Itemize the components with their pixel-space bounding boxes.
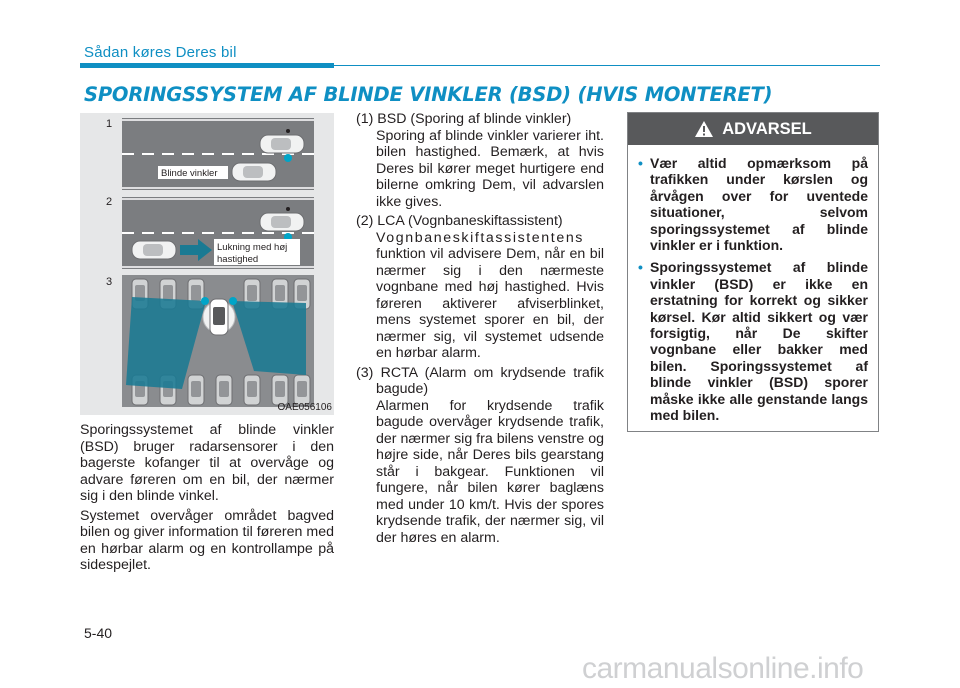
item-1-heading: (1) BSD (Sporing af blinde vinkler) xyxy=(356,111,572,127)
header-bar xyxy=(80,63,334,68)
label-lca-line2: hastighed xyxy=(217,254,259,265)
watermark: carmanualsonline.info xyxy=(582,652,864,685)
item-3-heading: (3) RCTA (Alarm om krydsende trafik bagude) xyxy=(356,364,604,397)
warning-title: ADVARSEL xyxy=(722,119,812,138)
item-1-body: Sporing af blinde vinkler varierer iht. bilen hastighed. Bemærk, at hvis Deres bil kører meget hurtigere end bilerne omkring Dem, vil advarslen ikke gives. xyxy=(376,127,604,210)
bullet-2: • xyxy=(638,259,643,276)
middle-column xyxy=(356,109,604,549)
vehicle-1b xyxy=(232,163,276,181)
label-lca-line1: Lukning med høj xyxy=(217,242,288,253)
warning-item-2 xyxy=(638,259,868,423)
warning-header xyxy=(628,113,878,145)
panel-number-3: 3 xyxy=(106,276,113,288)
intro-paragraph-2: Systemet overvåger området bagved bilen og giver information til føreren med en hørbar alarm og en kontrollampe på sidespejlet. xyxy=(80,507,334,573)
vehicle-1a xyxy=(260,135,304,153)
warning-box xyxy=(627,112,879,432)
left-column xyxy=(80,422,334,577)
label-blind-spot: Blinde vinkler xyxy=(161,168,218,179)
vehicle-2b xyxy=(132,241,176,259)
warning-triangle-icon xyxy=(694,120,714,138)
header-title: Sådan køres Deres bil xyxy=(84,44,237,61)
page-number: 5-40 xyxy=(84,625,113,641)
intro-paragraph-1: Sporingssystemet af blinde vinkler (BSD) bruger radarsensorer i den bagerste kofanger til at overvåge og advare føreren om en bil, der nærmer sig i den blinde vinkel. xyxy=(80,422,334,504)
warning-item-1-text: Vær altid opmærksom på trafikken under kørslen og årvågen over for uventede situationer, selvom sporingssystemet af blinde vinkler er i funktion. xyxy=(650,155,868,254)
item-3-body: Alarmen for krydsende trafik bagude overvåger krydsende trafik, der nærmer sig fra bilens venstre og højre side, når Deres bils gearstang står i bakgear. Funktionen vil fungere, når bilen kører baglæns med under 10 km/t. Hvis der spores krydsende trafik, der nærmer sig, vil der høres en alarm. xyxy=(376,397,604,546)
item-2-body xyxy=(356,230,604,362)
section-title: SPORINGSSYSTEM AF BLINDE VINKLER (BSD) (HVIS MONTERET) xyxy=(84,83,773,106)
panel-number-2: 2 xyxy=(106,196,113,208)
bullet-1: • xyxy=(638,155,643,171)
panel-number-1: 1 xyxy=(106,118,113,130)
header-rule xyxy=(334,65,880,66)
vehicle-2a xyxy=(260,213,304,231)
figure-code: OAE056106 xyxy=(277,402,332,413)
item-2-body-rest: funktion vil advisere Dem, når en bil nærmer sig i den nærmeste vognbane med høj hastighed. Hvis føreren aktiverer afviserblinket, mens systemet sporer en bil, der nærmer sig, vil systemet udsende en hørbar alarm. xyxy=(376,246,604,361)
warning-item-1 xyxy=(638,155,868,253)
bsd-figure xyxy=(80,113,334,415)
bsd-illustration xyxy=(80,113,334,415)
warning-body xyxy=(628,145,878,424)
item-2-heading: (2) LCA (Vognbaneskiftassistent) xyxy=(356,213,563,229)
item-2-body-first-line: Vognbaneskiftassistentens xyxy=(376,229,584,246)
warning-item-2-text: Sporingssystemet af blinde vinkler (BSD) er ikke en erstatning for korrekt og sikker kørsel. Kør altid sikkert og vær forsigtig, når De skifter vognbane eller bakker med bilen. Sporingssystemet af blinde vinkler (BSD) sporer måske ikke alle genstande langs med bilen. xyxy=(650,259,868,424)
